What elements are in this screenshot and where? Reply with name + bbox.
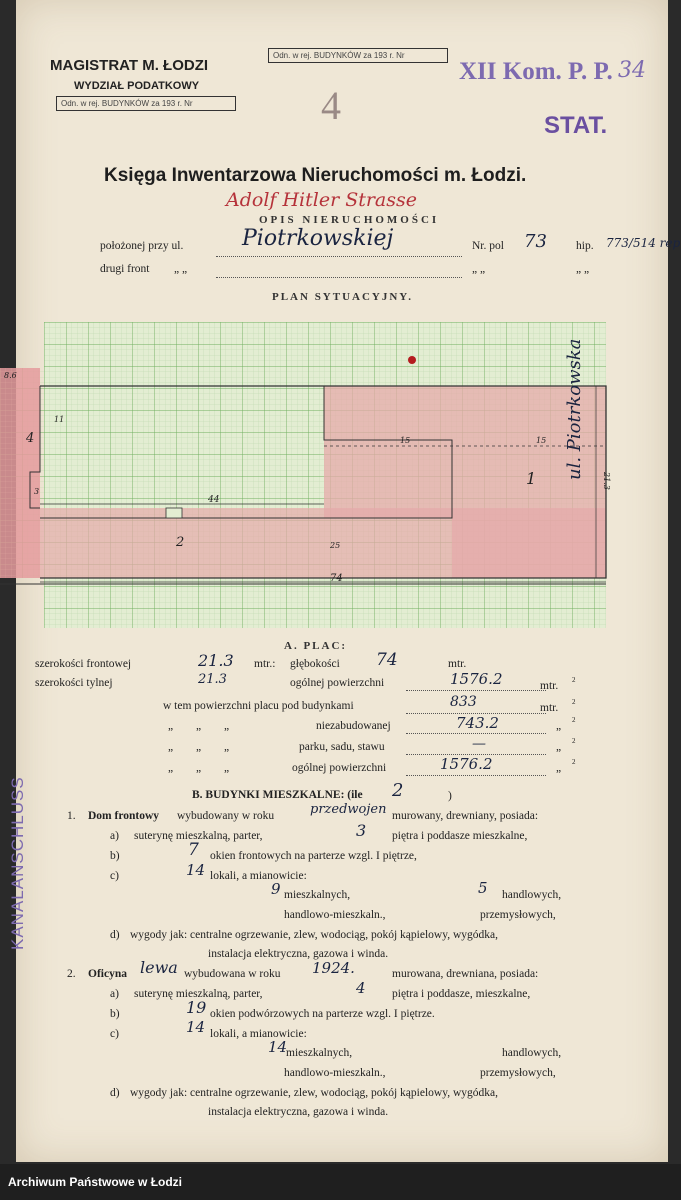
item1-residential-label: mieszkalnych, [284, 889, 351, 901]
dim-44-label: 44 [208, 495, 220, 505]
second-front-hip-ditto: „ „ [576, 263, 590, 275]
register-number: 4 [321, 83, 341, 128]
dim-25-label: 25 [330, 541, 341, 550]
item1-floors: 3 [356, 821, 367, 840]
item1-residential-count: 9 [271, 880, 281, 898]
item1-label: Dom frontowy [88, 810, 160, 822]
front-width-value: 21.3 [198, 651, 234, 670]
item2-number: 2. [67, 968, 76, 980]
unbuilt-area-unit: „ [556, 720, 562, 732]
second-front-ditto: „ „ [174, 263, 188, 275]
item1-a: a) [110, 830, 119, 842]
item2-b: b) [110, 1008, 120, 1020]
item1-number: 1. [67, 810, 76, 822]
item2-mixed-label: handlowo-mieszkaln., [284, 1067, 386, 1079]
total-area-unit: mtr. [540, 680, 559, 692]
item2-industrial-label: przemysłowych, [480, 1067, 556, 1079]
item1-b-text: okien frontowych na parterze wzgl. I piętrze, [210, 850, 417, 862]
building-4-label: 4 [26, 431, 35, 446]
mortgage-label: hip. [576, 240, 594, 252]
park-unit: „ [556, 741, 562, 753]
commissariat-stamp: XII Kom. P. P. [459, 58, 613, 85]
unbuilt-area-value: 743.2 [456, 714, 499, 732]
dim-15a-label: 15 [400, 436, 411, 445]
section-b-title: B. BUDYNKI MIESZKALNE: (ile [192, 789, 363, 801]
item2-amenities-2: instalacja elektryczna, gazowa i winda. [208, 1106, 389, 1118]
street-label: położonej przy ul. [100, 240, 184, 252]
depth-value: 74 [376, 650, 398, 670]
grand-total-unit: „ [556, 762, 562, 774]
stat-stamp: STAT. [544, 112, 608, 139]
second-front-label: drugi front [100, 263, 150, 275]
built-area-unit: mtr. [540, 702, 559, 714]
section-a-title: A. PLAC: [284, 640, 348, 652]
item1-amenities-2: instalacja elektryczna, gazowa i winda. [208, 948, 389, 960]
item1-amenities: wygody jak: centralne ogrzewanie, zlew, wodociąg, pokój kąpielowy, wygódka, [130, 929, 498, 941]
item1-shops-label: handlowych, [502, 889, 562, 901]
lot-number-label: Nr. pol [472, 240, 504, 252]
item2-side: lewa [140, 958, 178, 977]
dim-11-label: 11 [54, 415, 65, 424]
item2-c: c) [110, 1028, 119, 1040]
built-area-sq: 2 [572, 698, 576, 706]
item2-c-text: lokali, a mianowicie: [210, 1028, 307, 1040]
item1-a-text: suterynę mieszkalną, parter, [134, 830, 263, 842]
street-rename-note: Adolf Hitler Strasse [226, 189, 418, 211]
item2-residential-label: mieszkalnych, [286, 1047, 353, 1059]
mortgage-value: 773/514 rep [606, 236, 681, 250]
commissariat-number: 34 [618, 58, 646, 83]
ink-blot [408, 356, 416, 364]
item2-a: a) [110, 988, 119, 1000]
park-ditto: „ „ „ [168, 741, 240, 753]
item1-a-rest: piętra i poddasze mieszkalne, [392, 830, 528, 842]
item2-a-text: suterynę mieszkalną, parter, [134, 988, 263, 1000]
item1-units: 14 [186, 861, 206, 879]
buildings-count: 2 [392, 780, 404, 801]
front-width-label: szerokości frontowej [35, 658, 132, 670]
unbuilt-area-sq: 2 [572, 716, 576, 724]
item2-year-value: 1924. [312, 959, 355, 977]
site-plan [0, 322, 626, 628]
margin-stamp: KANALANSCHLUSS [8, 776, 27, 950]
second-front-underline [216, 277, 462, 278]
rear-width-label: szerokości tylnej [35, 677, 113, 689]
item2-material: murowana, drewniana, posiada: [392, 968, 539, 980]
lot-number-value: 73 [524, 231, 547, 252]
rear-width-value: 21.3 [198, 672, 227, 687]
item1-c-text: lokali, a mianowicie: [210, 870, 307, 882]
courtyard-gate [166, 508, 182, 518]
grand-total-value: 1576.2 [440, 755, 493, 773]
unbuilt-area-underline [406, 733, 546, 734]
item1-industrial-label: przemysłowych, [480, 909, 556, 921]
grand-total-ditto: „ „ „ [168, 762, 240, 774]
depth-label: głębokości [290, 658, 340, 670]
street-underline [216, 256, 462, 257]
item2-label: Oficyna [88, 968, 127, 980]
item2-units: 14 [186, 1018, 206, 1036]
office-title: MAGISTRAT M. ŁODZI [50, 57, 209, 74]
document-page [4, 0, 681, 1162]
item2-amenities: wygody jak: centralne ogrzewanie, zlew, wodociąg, pokój kąpielowy, wygódka, [130, 1087, 498, 1099]
item1-year-label: wybudowany w roku [177, 810, 275, 822]
front-width-unit: mtr.: [254, 658, 276, 670]
dim-213-label: 21.3 [602, 472, 611, 490]
item2-d: d) [110, 1087, 120, 1099]
item1-material: murowany, drewniany, posiada: [392, 810, 539, 822]
unbuilt-area-label: niezabudowanej [316, 720, 391, 732]
item2-shops-label: handlowych, [502, 1047, 562, 1059]
section-b-close: ) [448, 790, 452, 802]
building-4-left-annex [0, 368, 40, 578]
grand-total-label: ogólnej powierzchni [292, 762, 387, 774]
item1-c: c) [110, 870, 119, 882]
item2-a-rest: piętra i poddasze, mieszkalne, [392, 988, 531, 1000]
item2-b-text: okien podwórzowych na parterze wzgl. I piętrze. [210, 1008, 435, 1020]
item1-windows: 7 [188, 840, 199, 860]
park-sq: 2 [572, 737, 576, 745]
dim-74-label: 74 [330, 573, 343, 584]
grand-total-underline [406, 775, 546, 776]
total-area-label: ogólnej powierzchni [290, 677, 385, 689]
plan-title: PLAN SYTUACYJNY. [272, 291, 413, 303]
total-area-value: 1576.2 [450, 670, 503, 688]
street-value: Piotrkowskiej [242, 226, 394, 251]
item1-d: d) [110, 929, 120, 941]
park-value: — [472, 736, 486, 752]
building-1-label: 1 [526, 469, 537, 488]
item1-year-value: przedwojen [310, 802, 387, 817]
second-front-nr-ditto: „ „ [472, 263, 486, 275]
item1-mixed-label: handlowo-mieszkaln., [284, 909, 386, 921]
unbuilt-ditto: „ „ „ [168, 720, 240, 732]
item2-year-label: wybudowana w roku [184, 968, 281, 980]
grand-total-sq: 2 [572, 758, 576, 766]
dim-86-label: 8.6 [4, 371, 17, 380]
item1-b: b) [110, 850, 120, 862]
built-area-label: w tem powierzchni placu pod budynkami [163, 700, 354, 712]
building-2-label: 2 [176, 535, 185, 550]
item2-residential-count: 14 [268, 1038, 288, 1056]
archive-name: Archiwum Państwowe w Łodzi [8, 1175, 183, 1189]
dim-15b-label: 15 [536, 436, 547, 445]
registry-stamp-top: Odn. w rej. BUDYNKÓW za 193 r. Nr [268, 48, 448, 63]
item2-floors: 4 [356, 979, 366, 997]
dim-3-label: 3 [34, 487, 40, 496]
item1-shops-count: 5 [478, 879, 488, 897]
depth-unit: mtr. [448, 658, 467, 670]
park-label: parku, sadu, stawu [299, 741, 385, 753]
built-area-value: 833 [450, 694, 477, 710]
office-dept: WYDZIAŁ PODATKOWY [74, 80, 200, 92]
description-subtitle: OPIS NIERUCHOMOŚCI [259, 214, 440, 226]
item2-windows: 19 [186, 998, 207, 1017]
document-title: Księga Inwentarzowa Nieruchomości m. Łodzi. [104, 165, 527, 186]
total-area-sq: 2 [572, 676, 576, 684]
archive-footer [0, 1164, 681, 1200]
street-margin-label: ul. Piotrkowska [564, 338, 585, 480]
registry-stamp-left: Odn. w rej. BUDYNKÓW za 193 r. Nr [56, 96, 236, 111]
total-area-underline [406, 690, 546, 691]
